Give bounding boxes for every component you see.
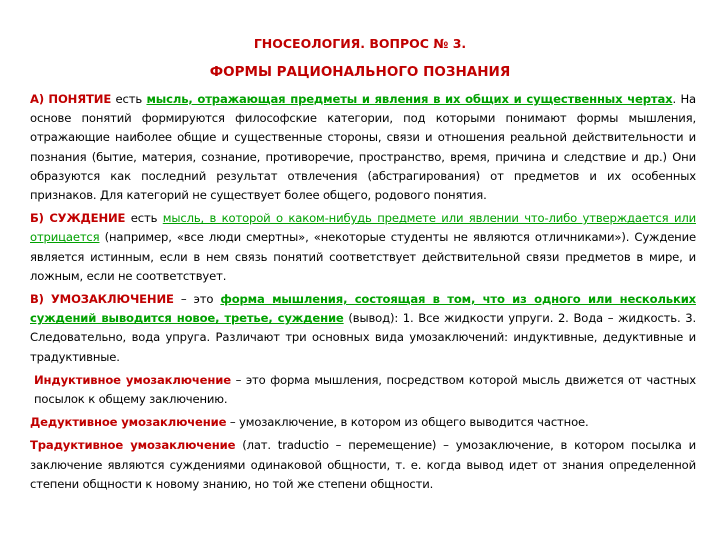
- judgment-term: СУЖДЕНИЕ: [49, 211, 126, 226]
- concept-term: ПОНЯТИЕ: [48, 92, 112, 106]
- paragraph-judgment: [30, 209, 696, 286]
- inference-definition: форма мышления, состоящая в том, что из одного или нескольких суждений выводится новое, третье, суждение: [30, 292, 696, 326]
- judgment-definition: мысль, в которой о каком-нибудь предмете или явлении что-либо утверждается или отрицается: [30, 211, 696, 245]
- paragraph-concept: [30, 90, 696, 205]
- paragraph-inductive: [30, 371, 696, 409]
- inductive-term: Индуктивное умозаключение: [34, 372, 231, 387]
- slide-body: [30, 90, 696, 498]
- concept-definition: мысль, отражающая предметы и явления в их общих и существенных чертах: [146, 92, 673, 106]
- judgment-marker: Б): [30, 211, 44, 226]
- judgment-link: есть: [130, 211, 158, 226]
- slide-title: ГНОСЕОЛОГИЯ. ВОПРОС № 3.: [253, 36, 467, 51]
- concept-text: . На основе понятий формируются философские категории, под которыми понимают формы мышления, отражающие наиболее общие и существенные стороны, связи и отношения реальной действительности и познания (бытие, материя, сознание, противоречие, пространство, время, причина и следствие и др.) Они образуются как последний результат отвлечения (абстрагирования) от предметов и их особенных признаков. Для категорий не существует более общего, родового понятия.: [30, 92, 696, 203]
- traductive-text: (лат. traductio – перемещение) – умозаключение, в котором посылка и заключение являются суждениями одинаковой общности, т. е. когда вывод идет от знания определенной степени общности к новому знанию, но той же степени общности.: [30, 438, 696, 491]
- inference-term: УМОЗАКЛЮЧЕНИЕ: [50, 292, 174, 307]
- deductive-text: – умозаключение, в котором из общего выводится частное.: [229, 415, 589, 430]
- concept-marker: А): [30, 92, 44, 106]
- inductive-text: – это форма мышления, посредством которой мысль движется от частных посылок к общему заключению.: [34, 372, 696, 407]
- paragraph-deductive: [30, 413, 696, 432]
- judgment-text: (например, «все люди смертны», «некоторые студенты не являются отличниками»). Суждение является истинным, если в нем связь понятий соответствует действительной связи предметов в мире, и ложным, если не соответствует.: [30, 230, 696, 283]
- traductive-term: Традуктивное умозаключение: [30, 438, 236, 453]
- inference-marker: В): [30, 292, 44, 307]
- paragraph-traductive: [30, 436, 696, 494]
- concept-link: есть: [115, 92, 143, 106]
- deductive-term: Дедуктивное умозаключение: [30, 415, 227, 430]
- slide-subtitle: ФОРМЫ РАЦИОНАЛЬНОГО ПОЗНАНИЯ: [209, 64, 511, 80]
- inference-link: – это: [180, 292, 214, 307]
- inference-text: (вывод): 1. Все жидкости упруги. 2. Вода – жидкость. 3. Следовательно, вода упруга. Различают три основных вида умозаключений: индуктивные, дедуктивные и традуктивные.: [30, 311, 696, 364]
- paragraph-inference: [30, 290, 696, 367]
